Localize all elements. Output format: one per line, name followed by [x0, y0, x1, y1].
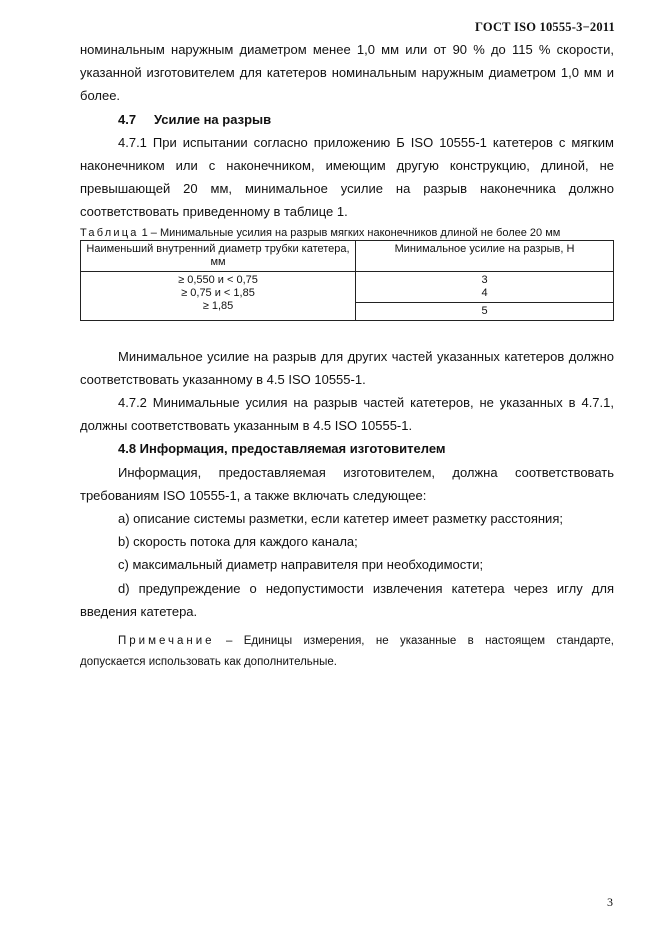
page-content — [80, 38, 614, 673]
requirements-list — [80, 507, 614, 623]
list-item: b) скорость потока для каждого канала; — [118, 534, 358, 550]
table-cell: 4 — [356, 287, 614, 303]
table-caption — [80, 227, 614, 240]
note-text: – Единицы измерения, не указанные в настоящем стандарте, допускается использовать как дополнительные. — [80, 635, 615, 669]
table-cell: 3 — [356, 271, 614, 287]
table-caption-label: Таблица — [80, 226, 139, 239]
page-number: 3 — [607, 895, 613, 909]
table-cell: ≥ 0,550 и < 0,75 — [178, 273, 258, 286]
section-heading-4-7 — [80, 108, 614, 131]
table-cell-diameters — [81, 271, 356, 320]
table-header-cell: Наименьший внутренний диаметр трубки катетера, мм — [81, 240, 356, 271]
section-heading-4-8: 4.8 Информация, предоставляемая изготовителем — [118, 441, 446, 457]
table-cell: ≥ 1,85 — [202, 299, 234, 312]
list-item: c) максимальный диаметр направителя при необходимости; — [118, 557, 484, 573]
table-header-cell: Минимальное усилие на разрыв, Н — [356, 240, 614, 271]
document-header: ГОСТ ISO 10555-3−2011 — [475, 20, 615, 34]
note-label: Примечание — [118, 635, 215, 648]
paragraph-4-8-intro: Информация, предоставляемая изготовителем, должна соответствовать требованиям ISO 10555-1, а также включать следующее: — [80, 464, 614, 503]
table-header-row — [81, 240, 614, 271]
list-item: d) предупреждение о недопустимости извлечения катетера через иглу для введения катетера. — [80, 580, 614, 619]
table-cell: ≥ 0,75 и < 1,85 — [181, 286, 255, 299]
section-number: 4.7 — [118, 111, 137, 127]
spacer — [80, 321, 614, 345]
note — [80, 631, 614, 673]
paragraph-4-7-2: 4.7.2 Минимальные усилия на разрыв частей катетеров, не указанных в 4.7.1, должны соответствовать указанным в 4.5 ISO 10555-1. — [80, 395, 614, 434]
paragraph-other-parts: Минимальное усилие на разрыв для других частей указанных катетеров должно соответствовать указанному в 4.5 ISO 10555-1. — [80, 348, 614, 387]
section-title: Усилие на разрыв — [154, 111, 272, 127]
continuation-paragraph: номинальным наружным диаметром менее 1,0 мм или от 90 % до 115 % скорости, указанной изготовителем для катетеров номинальным наружным диаметром 1,0 мм и более. — [80, 42, 614, 104]
paragraph-4-7-1: 4.7.1 При испытании согласно приложению Б ISO 10555-1 катетеров с мягким наконечником или с наконечником, имеющим другую конструкцию, длиной, не превышающей 20 мм, минимальное усилие на разрыв наконечника должно соответствовать приведенному в таблице 1. — [80, 134, 614, 220]
table-row — [81, 271, 614, 287]
table-cell: 5 — [356, 302, 614, 320]
data-table — [80, 240, 614, 321]
list-item: a) описание системы разметки, если катетер имеет разметку расстояния; — [118, 511, 563, 527]
table-caption-text: 1 – Минимальные усилия на разрыв мягких наконечников длиной не более 20 мм — [141, 226, 561, 239]
